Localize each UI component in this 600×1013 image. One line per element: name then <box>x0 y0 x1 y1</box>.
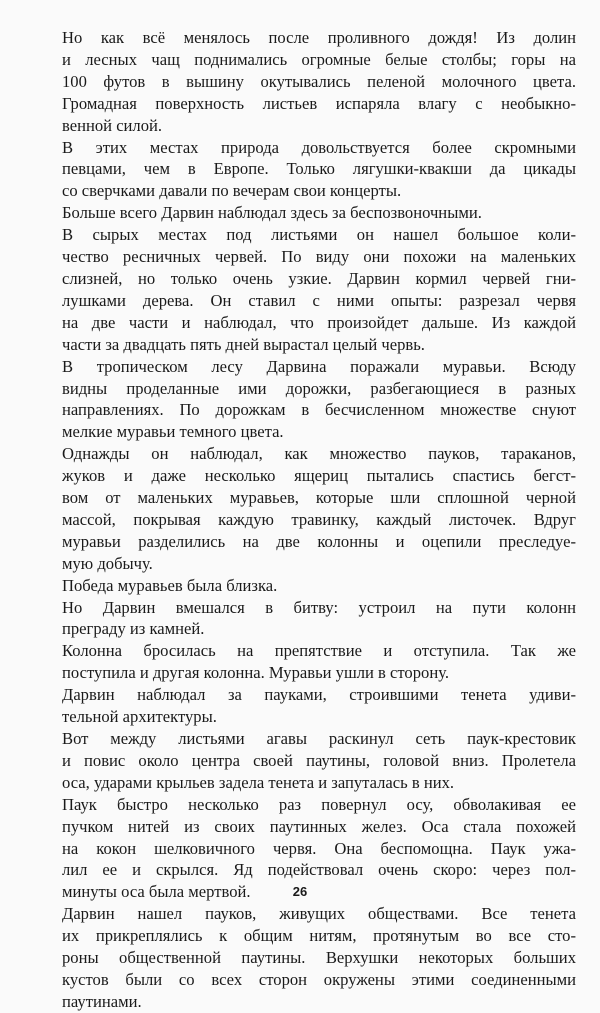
text-line: чество ресничных червей. По виду они похожи на маленьких <box>62 247 576 267</box>
text-line: Больше всего Дарвин наблюдал здесь за беспозвоночными. <box>62 203 482 223</box>
text-line: поступила и другая колонна. Муравьи ушли в сторону. <box>62 663 449 683</box>
text-line: мелкие муравьи темного цвета. <box>62 422 284 442</box>
text-line: жуков и даже несколько ящериц пытались спастись бегст- <box>62 466 576 486</box>
text-line: их прикреплялись к общим нитям, протянутым во все сто- <box>62 926 576 946</box>
text-line: на две части и наблюдал, что произойдет дальше. Из каждой <box>62 312 576 332</box>
text-line: 100 футов в вышину окутывались пеленой молочного цвета. <box>62 71 576 91</box>
text-line: мую добычу. <box>62 553 153 573</box>
paragraph <box>62 640 576 684</box>
body-text <box>62 27 576 1013</box>
paragraph <box>62 684 576 728</box>
paragraph <box>62 27 576 137</box>
text-line: Дарвин нашел пауков, живущих обществами. Все тенета <box>62 904 576 924</box>
text-line: В этих местах природа довольствуется более скромными <box>62 137 576 157</box>
text-line: на кокон шелковичного червя. Она беспомощна. Паук ужа- <box>62 838 576 858</box>
paragraph <box>62 728 576 794</box>
text-line: роны общественной паутины. Верхушки некоторых больших <box>62 948 576 968</box>
text-line: Но Дарвин вмешался в битву: устроил на пути колонн <box>62 597 576 617</box>
text-line: Дарвин наблюдал за пауками, строившими тенета удиви- <box>62 685 576 705</box>
paragraph <box>62 224 576 355</box>
paragraph <box>62 575 576 597</box>
text-line: части за двадцать пять дней вырастал целый червь. <box>62 334 425 354</box>
text-line: певцами, чем в Европе. Только лягушки-квакши да цикады <box>62 159 576 179</box>
text-line: и лесных чащ поднимались огромные белые столбы; горы на <box>62 49 576 69</box>
text-line: Громадная поверхность листьев испаряла влагу с необыкно- <box>62 93 576 113</box>
paragraph <box>62 443 576 574</box>
text-line: В тропическом лесу Дарвина поражали муравьи. Всюду <box>62 356 576 376</box>
text-line: оса, ударами крыльев задела тенета и запуталась в них. <box>62 772 455 792</box>
paragraph <box>62 202 576 224</box>
text-line: Вот между листьями агавы раскинул сеть паук-крестовик <box>62 729 576 748</box>
text-line: тельной архитектуры. <box>62 707 217 727</box>
text-line: Победа муравьев была близка. <box>62 575 278 595</box>
text-line: паутинами. <box>62 991 142 1011</box>
text-line: Однажды он наблюдал, как множество пауков, тараканов, <box>62 444 576 464</box>
text-line: кустов были со всех сторон окружены этими соединенными <box>62 969 576 989</box>
text-line: пучком нитей из своих паутинных желез. Оса стала похожей <box>62 816 576 836</box>
paragraph <box>62 903 576 1013</box>
text-line: слизней, но только очень узкие. Дарвин кормил червей гни- <box>62 268 576 288</box>
text-line: преграду из камней. <box>62 619 205 639</box>
text-line: вом от маленьких муравьев, которые шли сплошной черной <box>62 488 576 508</box>
text-line: муравьи разделились на две колонны и оцепили преследуе- <box>62 531 576 551</box>
text-line: В сырых местах под листьями он нашел большое коли- <box>62 225 576 245</box>
text-line: со сверчками давали по вечерам свои концерты. <box>62 181 402 201</box>
paragraph <box>62 597 576 641</box>
text-line: Но как всё менялось после проливного дождя! Из долин <box>62 28 576 47</box>
text-line: видны проделанные ими дорожки, разбегающиеся в разных <box>62 378 576 398</box>
text-line: лил ее и скрылся. Яд подействовал очень скоро: через пол- <box>62 860 576 880</box>
page-number: 26 <box>292 884 308 899</box>
text-line: направлениях. По дорожкам в бесчисленном множестве снуют <box>62 400 576 420</box>
paragraph <box>62 356 576 444</box>
text-line: венной силой. <box>62 115 163 135</box>
text-line: и повис около центра своей паутины, головой вниз. Пролетела <box>62 750 576 770</box>
text-line: минуты оса была мертвой. <box>62 882 251 902</box>
text-line: массой, покрывая каждую травинку, каждый листочек. Вдруг <box>62 509 576 529</box>
text-line: лушками дерева. Он ставил с ними опыты: разрезал червя <box>62 290 576 310</box>
paragraph <box>62 137 576 203</box>
text-line: Колонна бросилась на препятствие и отступила. Так же <box>62 641 576 661</box>
text-line: Паук быстро несколько раз повернул осу, обволакивая ее <box>62 794 576 814</box>
